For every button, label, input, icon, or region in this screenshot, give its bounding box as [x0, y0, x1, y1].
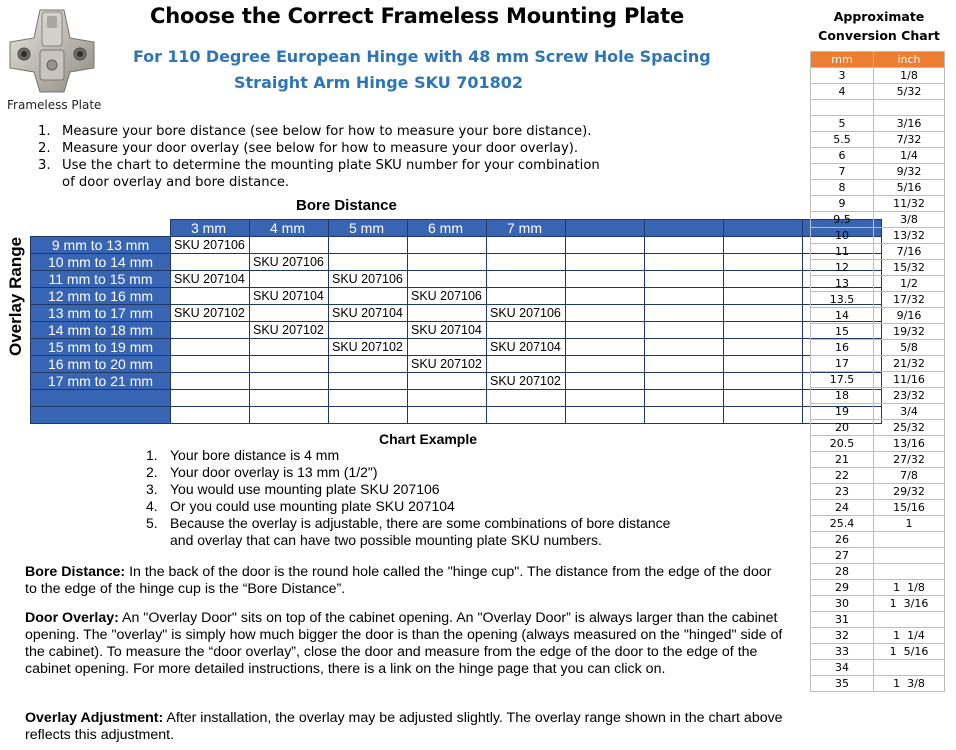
sku-cell	[487, 322, 566, 339]
conversion-row	[811, 116, 945, 132]
sku-cell	[724, 237, 803, 254]
conversion-mm-cell: 13	[811, 276, 874, 292]
conversion-inch-cell	[874, 100, 945, 116]
conversion-row	[811, 164, 945, 180]
chart-row	[31, 407, 882, 424]
conversion-mm-cell: 19	[811, 404, 874, 420]
conversion-mm-cell: 33	[811, 644, 874, 660]
sku-cell	[329, 356, 408, 373]
conversion-row	[811, 564, 945, 580]
conversion-inch-cell: 5/32	[874, 84, 945, 100]
sku-cell	[487, 271, 566, 288]
conversion-inch-cell: 7/32	[874, 132, 945, 148]
overlay-row-label: 10 mm to 14 mm	[31, 254, 171, 271]
sku-cell	[329, 373, 408, 390]
conversion-row	[811, 228, 945, 244]
conversion-row	[811, 292, 945, 308]
conversion-inch-cell: 9/32	[874, 164, 945, 180]
sku-cell	[487, 407, 566, 424]
sku-cell	[329, 390, 408, 407]
step-item: 3. Use the chart to determine the mounting plate SKU number for your combination	[38, 158, 600, 173]
conversion-mm-cell: 3	[811, 68, 874, 84]
conversion-mm-cell: 35	[811, 676, 874, 692]
conversion-inch-cell: 3/4	[874, 404, 945, 420]
conversion-row	[811, 660, 945, 676]
frameless-plate-image	[4, 2, 100, 96]
sku-cell	[566, 373, 645, 390]
sku-cell	[724, 339, 803, 356]
conversion-row	[811, 340, 945, 356]
conversion-row	[811, 324, 945, 340]
conversion-chart	[810, 51, 945, 692]
conversion-row	[811, 676, 945, 692]
sku-cell	[566, 356, 645, 373]
conversion-mm-cell: 18	[811, 388, 874, 404]
sku-cell	[645, 288, 724, 305]
chart-row	[31, 373, 882, 390]
sku-cell	[171, 373, 250, 390]
conversion-header-row	[811, 52, 945, 68]
conversion-mm-cell: 34	[811, 660, 874, 676]
conversion-row	[811, 452, 945, 468]
chart-row	[31, 237, 882, 254]
conversion-inch-cell: 1 3/8	[874, 676, 945, 692]
conversion-row	[811, 196, 945, 212]
conversion-row	[811, 580, 945, 596]
bore-column-header: 4 mm	[250, 220, 329, 237]
sku-cell	[724, 356, 803, 373]
chart-row	[31, 339, 882, 356]
step-item: of door overlay and bore distance.	[62, 175, 290, 190]
sku-cell	[250, 271, 329, 288]
conversion-mm-cell: 30	[811, 596, 874, 612]
sku-cell	[566, 254, 645, 271]
conversion-inch-cell: 1 5/16	[874, 644, 945, 660]
bore-column-header: 7 mm	[487, 220, 566, 237]
sku-cell	[171, 288, 250, 305]
conversion-row	[811, 596, 945, 612]
sku-cell: SKU 207102	[408, 356, 487, 373]
conversion-mm-cell: 22	[811, 468, 874, 484]
conversion-mm-cell: 6	[811, 148, 874, 164]
sku-cell	[724, 288, 803, 305]
sku-cell	[171, 254, 250, 271]
conversion-chart-title: Approximate Conversion Chart	[818, 9, 940, 43]
conversion-header-mm: mm	[811, 52, 874, 68]
sku-cell	[408, 305, 487, 322]
sku-cell: SKU 207106	[487, 305, 566, 322]
step-item: 1. Measure your bore distance (see below for how to measure your bore distance).	[38, 124, 592, 139]
overlay-adjustment-definition: Overlay Adjustment: After installation, the overlay may be adjusted slightly. The overlay range shown in the chart above reflects this adjustment.	[25, 710, 783, 743]
conversion-row	[811, 612, 945, 628]
conversion-mm-cell: 25.4	[811, 516, 874, 532]
conversion-mm-cell: 16	[811, 340, 874, 356]
sku-cell	[250, 339, 329, 356]
sku-cell	[171, 356, 250, 373]
conversion-row	[811, 436, 945, 452]
chart-row	[31, 322, 882, 339]
conversion-inch-cell: 1 3/16	[874, 596, 945, 612]
conversion-inch-cell: 3/8	[874, 212, 945, 228]
conversion-inch-cell: 9/16	[874, 308, 945, 324]
conversion-inch-cell: 19/32	[874, 324, 945, 340]
conversion-mm-cell: 17.5	[811, 372, 874, 388]
chart-row	[31, 305, 882, 322]
conversion-mm-cell: 28	[811, 564, 874, 580]
sku-cell	[487, 288, 566, 305]
bore-distance-label: Bore Distance	[296, 197, 397, 214]
sku-cell	[408, 254, 487, 271]
overlay-row-label: 14 mm to 18 mm	[31, 322, 171, 339]
overlay-range-label: Overlay Range	[6, 236, 25, 356]
overlay-row-label: 9 mm to 13 mm	[31, 237, 171, 254]
conversion-inch-cell: 7/16	[874, 244, 945, 260]
sku-cell	[645, 322, 724, 339]
conversion-mm-cell: 31	[811, 612, 874, 628]
sku-cell	[250, 305, 329, 322]
conversion-inch-cell: 23/32	[874, 388, 945, 404]
sku-cell: SKU 207104	[171, 271, 250, 288]
conversion-mm-cell: 5.5	[811, 132, 874, 148]
bore-column-header: 3 mm	[171, 220, 250, 237]
overlay-row-label: 11 mm to 15 mm	[31, 271, 171, 288]
conversion-row	[811, 404, 945, 420]
sku-cell	[171, 339, 250, 356]
sku-cell: SKU 207102	[487, 373, 566, 390]
sku-cell	[250, 390, 329, 407]
conversion-mm-cell: 8	[811, 180, 874, 196]
conversion-inch-cell: 5/16	[874, 180, 945, 196]
overlay-row-label	[31, 390, 171, 407]
conversion-inch-cell: 15/16	[874, 500, 945, 516]
conversion-row	[811, 484, 945, 500]
conversion-row	[811, 148, 945, 164]
sku-cell: SKU 207106	[329, 271, 408, 288]
conversion-inch-cell: 1 1/4	[874, 628, 945, 644]
bore-column-header: 6 mm	[408, 220, 487, 237]
conversion-row	[811, 100, 945, 116]
sku-cell	[724, 390, 803, 407]
sku-cell: SKU 207106	[408, 288, 487, 305]
chart-header-row	[31, 220, 882, 237]
conversion-inch-cell: 27/32	[874, 452, 945, 468]
conversion-mm-cell: 10	[811, 228, 874, 244]
sku-cell	[566, 288, 645, 305]
example-item: and overlay that can have two possible mounting plate SKU numbers.	[170, 532, 602, 548]
conversion-inch-cell: 13/32	[874, 228, 945, 244]
conversion-row	[811, 132, 945, 148]
conversion-row	[811, 388, 945, 404]
conversion-mm-cell: 32	[811, 628, 874, 644]
conversion-inch-cell: 25/32	[874, 420, 945, 436]
conversion-mm-cell: 27	[811, 548, 874, 564]
sku-cell	[645, 339, 724, 356]
sku-cell	[566, 322, 645, 339]
chart-corner	[31, 220, 171, 237]
sku-cell	[724, 322, 803, 339]
bore-column-header	[645, 220, 724, 237]
conversion-row	[811, 548, 945, 564]
bore-column-header	[724, 220, 803, 237]
conversion-mm-cell: 17	[811, 356, 874, 372]
page-title: Choose the Correct Frameless Mounting Plate	[150, 4, 685, 28]
conversion-row	[811, 244, 945, 260]
chart-row	[31, 356, 882, 373]
sku-cell	[566, 390, 645, 407]
conversion-row	[811, 356, 945, 372]
conversion-row	[811, 84, 945, 100]
conversion-row	[811, 468, 945, 484]
example-item: 4. Or you could use mounting plate SKU 207104	[146, 498, 455, 514]
sku-cell	[724, 271, 803, 288]
sku-cell	[171, 407, 250, 424]
conversion-row	[811, 68, 945, 84]
sku-cell	[566, 237, 645, 254]
subtitle-hinge-sku: Straight Arm Hinge SKU 701802	[234, 73, 524, 92]
chart-row	[31, 271, 882, 288]
door-overlay-definition: Door Overlay: An "Overlay Door" sits on top of the cabinet opening. An "Overlay Door” is always larger than the cabinet opening. The "overlay" is simply how much bigger the door is than the opening (always measured on the "hinged" side of the cabinet). To measure the “door overlay”, close the door and measure from the edge of the door to the edge of the cabinet opening. For more detailed instructions, there is a link on the hinge page that you can click on.	[25, 610, 783, 677]
sku-cell: SKU 207106	[250, 254, 329, 271]
conversion-inch-cell: 3/16	[874, 116, 945, 132]
sku-cell	[487, 356, 566, 373]
overlay-row-label: 13 mm to 17 mm	[31, 305, 171, 322]
conversion-row	[811, 500, 945, 516]
conversion-mm-cell: 4	[811, 84, 874, 100]
overlay-row-label: 15 mm to 19 mm	[31, 339, 171, 356]
conversion-mm-cell: 24	[811, 500, 874, 516]
overlay-row-label	[31, 407, 171, 424]
conversion-header-inch: inch	[874, 52, 945, 68]
conversion-mm-cell: 11	[811, 244, 874, 260]
conversion-mm-cell: 7	[811, 164, 874, 180]
bore-column-header: 5 mm	[329, 220, 408, 237]
sku-cell	[487, 254, 566, 271]
conversion-inch-cell: 1/2	[874, 276, 945, 292]
sku-cell	[408, 407, 487, 424]
conversion-row	[811, 516, 945, 532]
sku-cell: SKU 207102	[250, 322, 329, 339]
conversion-inch-cell: 21/32	[874, 356, 945, 372]
conversion-mm-cell: 9.5	[811, 212, 874, 228]
sku-cell	[250, 373, 329, 390]
sku-cell	[408, 339, 487, 356]
conversion-inch-cell: 29/32	[874, 484, 945, 500]
conversion-mm-cell: 15	[811, 324, 874, 340]
conversion-row	[811, 260, 945, 276]
sku-cell	[724, 373, 803, 390]
chart-row	[31, 390, 882, 407]
conversion-row	[811, 532, 945, 548]
sku-cell	[566, 407, 645, 424]
conversion-mm-cell: 14	[811, 308, 874, 324]
conversion-inch-cell: 1 1/8	[874, 580, 945, 596]
sku-cell	[645, 356, 724, 373]
conversion-inch-cell: 5/8	[874, 340, 945, 356]
sku-cell	[645, 407, 724, 424]
example-item: 5. Because the overlay is adjustable, there are some combinations of bore distance	[146, 515, 671, 531]
sku-cell	[408, 237, 487, 254]
sku-cell	[724, 407, 803, 424]
conversion-row	[811, 212, 945, 228]
conversion-inch-cell: 11/16	[874, 372, 945, 388]
sku-cell	[329, 322, 408, 339]
sku-cell	[408, 390, 487, 407]
chart-example-list	[146, 447, 670, 549]
sku-cell	[329, 407, 408, 424]
conversion-inch-cell	[874, 660, 945, 676]
conversion-row	[811, 644, 945, 660]
sku-cell: SKU 207104	[250, 288, 329, 305]
chart-row	[31, 288, 882, 305]
sku-cell	[566, 339, 645, 356]
sku-cell	[645, 305, 724, 322]
sku-cell	[250, 237, 329, 254]
conversion-inch-cell: 1	[874, 516, 945, 532]
conversion-row	[811, 628, 945, 644]
conversion-row	[811, 308, 945, 324]
conversion-inch-cell: 13/16	[874, 436, 945, 452]
conversion-inch-cell: 17/32	[874, 292, 945, 308]
bore-column-header	[566, 220, 645, 237]
overlay-row-label: 17 mm to 21 mm	[31, 373, 171, 390]
plate-caption: Frameless Plate	[7, 98, 102, 112]
subtitle-hinge-spec: For 110 Degree European Hinge with 48 mm Screw Hole Spacing	[133, 47, 711, 66]
step-item: 2. Measure your door overlay (see below for how to measure your door overlay).	[38, 141, 579, 156]
sku-cell	[329, 237, 408, 254]
mounting-plate-chart	[30, 219, 882, 424]
sku-cell	[645, 373, 724, 390]
sku-cell	[724, 305, 803, 322]
sku-cell	[566, 271, 645, 288]
instruction-steps	[38, 123, 600, 191]
conversion-inch-cell	[874, 612, 945, 628]
sku-cell	[645, 271, 724, 288]
sku-cell: SKU 207102	[171, 305, 250, 322]
sku-cell	[408, 271, 487, 288]
sku-cell	[250, 407, 329, 424]
sku-cell	[250, 356, 329, 373]
conversion-mm-cell: 29	[811, 580, 874, 596]
conversion-mm-cell: 21	[811, 452, 874, 468]
example-item: 3. You would use mounting plate SKU 207106	[146, 481, 440, 497]
conversion-inch-cell: 11/32	[874, 196, 945, 212]
sku-cell	[329, 288, 408, 305]
conversion-inch-cell	[874, 564, 945, 580]
sku-cell	[487, 237, 566, 254]
example-item: 1. Your bore distance is 4 mm	[146, 447, 340, 463]
sku-cell	[645, 254, 724, 271]
conversion-mm-cell: 26	[811, 532, 874, 548]
conversion-inch-cell: 1/4	[874, 148, 945, 164]
sku-cell	[645, 390, 724, 407]
chart-row	[31, 254, 882, 271]
sku-cell	[566, 305, 645, 322]
conversion-mm-cell: 20	[811, 420, 874, 436]
bore-distance-definition: Bore Distance: In the back of the door is the round hole called the "hinge cup". The distance from the edge of the door to the edge of the hinge cup is the “Bore Distance”.	[25, 564, 772, 597]
conversion-mm-cell: 23	[811, 484, 874, 500]
conversion-inch-cell	[874, 532, 945, 548]
sku-cell: SKU 207106	[171, 237, 250, 254]
conversion-mm-cell: 9	[811, 196, 874, 212]
conversion-row	[811, 276, 945, 292]
sku-cell	[724, 254, 803, 271]
chart-example-title: Chart Example	[379, 431, 478, 447]
conversion-mm-cell: 12	[811, 260, 874, 276]
sku-cell	[645, 237, 724, 254]
sku-cell	[171, 322, 250, 339]
conversion-inch-cell: 7/8	[874, 468, 945, 484]
conversion-inch-cell	[874, 548, 945, 564]
conversion-mm-cell	[811, 100, 874, 116]
sku-cell: SKU 207102	[329, 339, 408, 356]
example-item: 2. Your door overlay is 13 mm (1/2")	[146, 464, 378, 480]
sku-cell: SKU 207104	[329, 305, 408, 322]
conversion-inch-cell: 1/8	[874, 68, 945, 84]
conversion-mm-cell: 20.5	[811, 436, 874, 452]
overlay-row-label: 12 mm to 16 mm	[31, 288, 171, 305]
sku-cell	[171, 390, 250, 407]
conversion-mm-cell: 5	[811, 116, 874, 132]
sku-cell	[329, 254, 408, 271]
sku-cell: SKU 207104	[408, 322, 487, 339]
sku-cell	[487, 390, 566, 407]
sku-cell	[408, 373, 487, 390]
conversion-mm-cell: 13.5	[811, 292, 874, 308]
conversion-row	[811, 372, 945, 388]
conversion-inch-cell: 15/32	[874, 260, 945, 276]
sku-cell: SKU 207104	[487, 339, 566, 356]
conversion-row	[811, 180, 945, 196]
overlay-row-label: 16 mm to 20 mm	[31, 356, 171, 373]
conversion-row	[811, 420, 945, 436]
